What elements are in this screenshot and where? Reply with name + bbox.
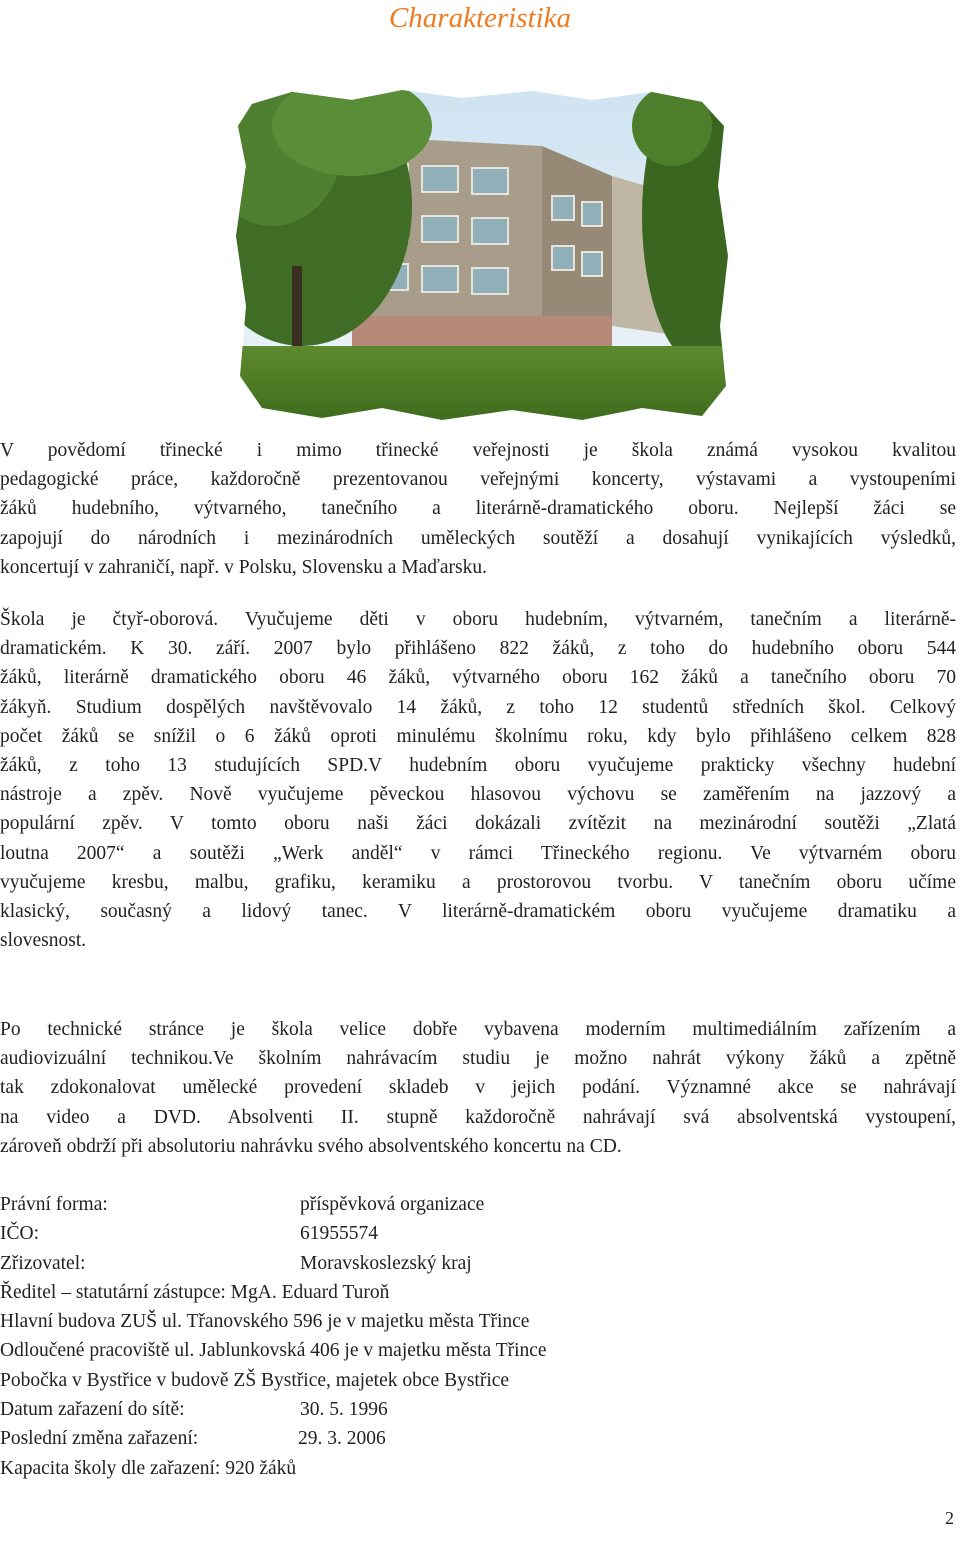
paragraph-technical <box>0 1015 956 1161</box>
info-row-founder <box>0 1249 547 1278</box>
text-line: žáků, z toho 13 studujících SPD.V hudebním oboru vyučujeme prakticky všechny hudební <box>0 755 956 777</box>
text-line: zapojují do národních i mezinárodních uměleckých soutěží a dosahují vynikajících výsledků, <box>0 527 956 549</box>
text-line: populární zpěv. V tomto oboru naši žáci dokázali zvítězit na mezinárodní soutěži „Zlatá <box>0 813 956 835</box>
info-value: 61955574 <box>300 1223 378 1245</box>
school-info-block <box>0 1190 547 1483</box>
text-line: Po technické stránce je škola velice dobře vybavena moderním multimediálním zařízením a <box>0 1019 956 1040</box>
text-line: žákyň. Studium dospělých navštěvovalo 14 žáků, z toho 12 studentů středních škol. Celkový <box>0 696 956 718</box>
info-label: Poslední změna zařazení: <box>0 1428 199 1450</box>
text-line: na video a DVD. Absolventi II. stupně každoročně nahrávají svá absolventská vystoupení, <box>0 1106 956 1128</box>
info-label: Kapacita školy dle zařazení: <box>0 1457 221 1479</box>
text-line: V povědomí třinecké i mimo třinecké veřejnosti je škola známá vysokou kvalitou <box>0 440 956 461</box>
info-label: Datum zařazení do sítě: <box>0 1399 185 1421</box>
info-label: Zřizovatel: <box>0 1252 86 1274</box>
info-value: 30. 5. 1996 <box>300 1399 388 1421</box>
info-row-branch: Pobočka v Bystřice v budově ZŠ Bystřice, majetek obce Bystřice <box>0 1369 510 1391</box>
info-row-legal-form <box>0 1190 547 1219</box>
text-line: zároveň obdrží při absolutoriu nahrávku svého absolventského koncertu na CD. <box>0 1135 622 1157</box>
info-row-director: Ředitel – statutární zástupce: MgA. Eduard Turoň <box>0 1281 390 1303</box>
text-line: dramatickém. K 30. září. 2007 bylo přihlášeno 822 žáků, z toho do hudebního oboru 544 <box>0 638 956 660</box>
text-line: počet žáků se snížil o 6 žáků oproti minulému školnímu roku, kdy bylo přihlášeno celkem 828 <box>0 725 956 747</box>
info-label: IČO: <box>0 1223 39 1245</box>
info-value: Moravskoslezský kraj <box>300 1252 472 1274</box>
text-line: slovesnost. <box>0 930 87 952</box>
text-line: pedagogické práce, každoročně prezentovanou veřejnými koncerty, výstavami a vystoupeními <box>0 469 956 491</box>
info-row-capacity <box>0 1454 547 1483</box>
info-value: 920 žáků <box>225 1457 297 1479</box>
text-line: klasický, současný a lidový tanec. V literárně-dramatickém oboru vyučujeme dramatiku a <box>0 901 956 923</box>
info-row-main-building: Hlavní budova ZUŠ ul. Třanovského 596 je v majetku města Třince <box>0 1311 530 1333</box>
paragraph-reputation <box>0 436 956 582</box>
text-line: nástroje a zpěv. Nově vyučujeme pěveckou hlasovou výchovu se zaměřením na jazzový a <box>0 784 956 806</box>
text-line: žáků hudebního, výtvarného, tanečního a literárně-dramatického oboru. Nejlepší žáci se <box>0 498 956 520</box>
info-value: příspěvková organizace <box>300 1194 485 1215</box>
info-label: Právní forma: <box>0 1194 108 1215</box>
text-line: žáků, literárně dramatického oboru 46 žáků, výtvarného oboru 162 žáků a tanečního oboru 70 <box>0 667 956 689</box>
text-line: vyučujeme kresbu, malbu, grafiku, keramiku a prostorovou tvorbu. V tanečním oboru učíme <box>0 871 956 893</box>
page-title: Charakteristika <box>388 2 572 34</box>
page-number: 2 <box>945 1508 954 1528</box>
info-row-ico <box>0 1219 547 1248</box>
text-line: Škola je čtyř-oborová. Vyučujeme děti v oboru hudebním, výtvarném, tanečním a literárně- <box>0 609 956 630</box>
info-value: 29. 3. 2006 <box>298 1428 386 1450</box>
info-row-network-date <box>0 1395 547 1424</box>
info-row-detached-site: Odloučené pracoviště ul. Jablunkovská 406 je v majetku města Třince <box>0 1340 547 1362</box>
text-line: koncertují v zahraničí, např. v Polsku, Slovensku a Maďarsku. <box>0 556 488 578</box>
text-line: audiovizuální technikou.Ve školním nahrávacím studiu je možno nahrát výkony žáků a zpětně <box>0 1048 956 1070</box>
text-line: tak zdokonalovat umělecké provedení skladeb v jejich podání. Významné akce se nahrávají <box>0 1077 956 1099</box>
school-building-photo <box>232 86 732 424</box>
paragraph-departments <box>0 605 956 955</box>
text-line: loutna 2007“ a soutěži „Werk anděl“ v rámci Třineckého regionu. Ve výtvarném oboru <box>0 842 956 864</box>
info-row-last-change <box>0 1424 547 1453</box>
